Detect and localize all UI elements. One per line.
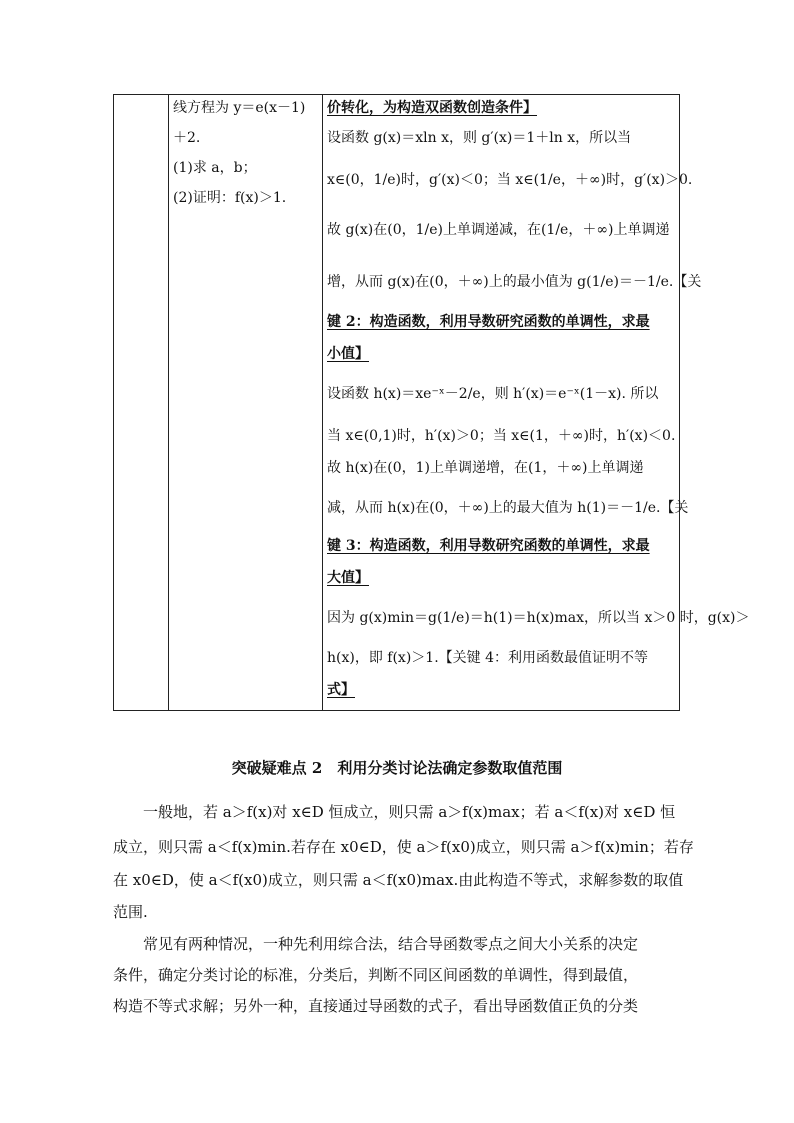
solution-line: 价转化，为构造双函数创造条件】 bbox=[327, 100, 537, 116]
solution-table bbox=[113, 94, 750, 711]
problem-line: 线方程为 y＝e(x－1) bbox=[173, 100, 306, 116]
problem-line: (1)求 a，b； bbox=[173, 160, 257, 176]
solution-line: 故 g(x)在(0，1/e)上单调递减，在(1/e，＋∞)上单调递 bbox=[327, 222, 670, 238]
key-note-line: 键 3：构造函数，利用导数研究函数的单调性，求最 bbox=[327, 538, 650, 554]
table-divider-1 bbox=[168, 95, 169, 710]
paragraph-line: 常见有两种情况，一种先利用综合法，结合导函数零点之间大小关系的决定 bbox=[143, 935, 639, 953]
problem-line: ＋2. bbox=[173, 130, 201, 146]
table-divider-2 bbox=[322, 95, 323, 710]
section-title: 突破疑难点 2 利用分类讨论法确定参数取值范围 bbox=[231, 759, 563, 777]
key-note-line: 式】 bbox=[327, 682, 355, 698]
paragraph-line: 构造不等式求解；另外一种，直接通过导函数的式子，看出导函数值正负的分类 bbox=[113, 997, 639, 1015]
paragraph-line: 成立，则只需 a＜f(x)min.若存在 x0∈D，使 a＞f(x0)成立，则只需 a＞f(x)min；若存 bbox=[113, 838, 694, 856]
solution-line: 减，从而 h(x)在(0，＋∞)上的最大值为 h(1)＝－1/e.【关 bbox=[327, 500, 689, 516]
problem-line: (2)证明：f(x)＞1. bbox=[173, 190, 287, 206]
key-note-line: 大值】 bbox=[327, 570, 369, 586]
solution-line: 设函数 h(x)＝xe⁻ˣ－2/e，则 h′(x)＝e⁻ˣ(1－x). 所以 bbox=[327, 386, 659, 402]
solution-line: 设函数 g(x)＝xln x，则 g′(x)＝1＋ln x，所以当 bbox=[327, 130, 632, 146]
solution-line: h(x)，即 f(x)＞1.【关键 4：利用函数最值证明不等 bbox=[327, 650, 649, 666]
paragraph-line: 一般地，若 a＞f(x)对 x∈D 恒成立，则只需 a＞f(x)max；若 a＜f(x)对 x∈D 恒 bbox=[143, 803, 676, 821]
solution-line: 当 x∈(0,1)时，h′(x)＞0；当 x∈(1，＋∞)时，h′(x)＜0. bbox=[327, 428, 676, 444]
solution-line: 增，从而 g(x)在(0，＋∞)上的最小值为 g(1/e)＝－1/e.【关 bbox=[327, 274, 702, 290]
key-note-line: 小值】 bbox=[327, 346, 369, 362]
key-note-line: 键 2：构造函数，利用导数研究函数的单调性，求最 bbox=[327, 314, 650, 330]
solution-line: x∈(0，1/e)时，g′(x)＜0；当 x∈(1/e，＋∞)时，g′(x)＞0. bbox=[327, 172, 693, 188]
paragraph-line: 条件，确定分类讨论的标准，分类后，判断不同区间函数的单调性，得到最值， bbox=[113, 966, 639, 984]
paragraph-line: 范围. bbox=[113, 903, 148, 921]
paragraph-line: 在 x0∈D，使 a＜f(x0)成立，则只需 a＜f(x0)max.由此构造不等式，求解参数的取值 bbox=[113, 871, 684, 889]
solution-line: 因为 g(x)min＝g(1/e)＝h(1)＝h(x)max，所以当 x＞0 时，g(x)＞ bbox=[327, 610, 750, 626]
solution-line: 故 h(x)在(0，1)上单调递增，在(1，＋∞)上单调递 bbox=[327, 460, 644, 476]
